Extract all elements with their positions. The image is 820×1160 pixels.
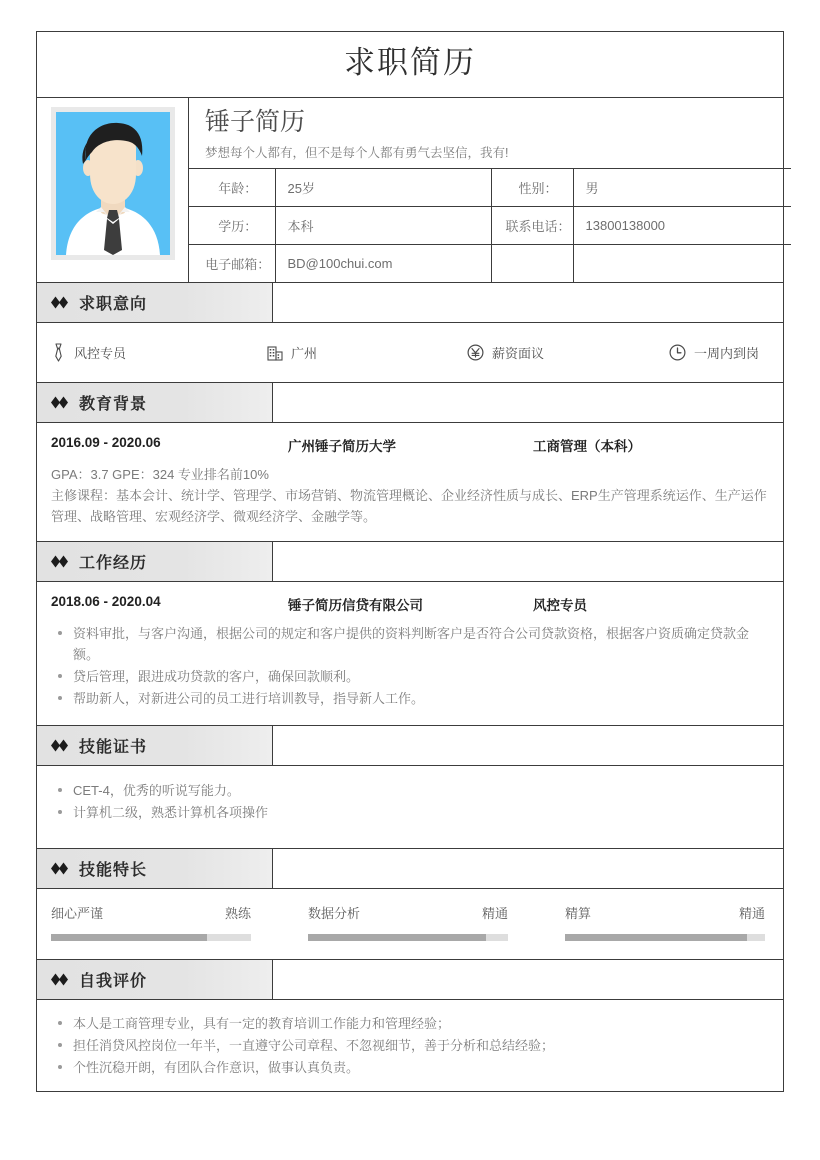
tie-icon: [51, 343, 66, 362]
section-header-skills: [37, 849, 783, 889]
skill-top: [565, 903, 765, 922]
skill-item: [308, 903, 508, 941]
section-band-rest: [273, 960, 783, 999]
name-block: [189, 98, 791, 168]
evaluation-block: [37, 1000, 783, 1091]
skill-item: [565, 903, 765, 941]
education-block: [37, 423, 783, 542]
age-value: 25岁: [275, 168, 491, 206]
list-item: 资料审批，与客户沟通，根据公司的规定和客户提供的资料判断客户是否符合公司贷款资格，根据客户资质确定贷款金额。: [51, 623, 769, 665]
table-row: [189, 168, 791, 206]
intent-city: [267, 343, 467, 362]
work-entry-head: [51, 594, 769, 614]
gender-label: 性别：: [491, 168, 573, 206]
phone-label: 联系电话：: [491, 206, 573, 244]
empty-value: [573, 244, 791, 282]
list-item: 贷后管理，跟进成功贷款的客户，确保回款顺利。: [51, 666, 769, 687]
section-band: [37, 726, 273, 765]
section-title: 技能特长: [79, 861, 148, 879]
section-band: [37, 960, 273, 999]
education-school: 广州锤子简历大学: [288, 439, 396, 455]
double-diamond-icon: [51, 973, 68, 986]
skill-bar-track: [51, 934, 251, 941]
section-header-education: [37, 383, 783, 423]
title-bar: [37, 32, 783, 98]
section-title: 教育背景: [79, 396, 148, 414]
skill-bar-fill: [51, 934, 207, 941]
intent-position: [51, 343, 267, 362]
list-item: 担任消贷风控岗位一年半，一直遵守公司章程、不忽视细节，善于分析和总结经验；: [51, 1035, 769, 1056]
certificates-block: [37, 766, 783, 849]
clock-icon: [669, 344, 686, 361]
table-row: [189, 244, 791, 282]
work-company: 锤子简历信贷有限公司: [288, 598, 423, 614]
intent-availability-label: 一周内到岗: [694, 346, 760, 362]
work-block: [37, 582, 783, 725]
work-position: 风控专员: [533, 598, 587, 614]
skill-name: 数据分析: [308, 905, 361, 921]
section-title: 自我评价: [79, 972, 148, 990]
skill-bar-fill: [565, 934, 747, 941]
section-title: 技能证书: [79, 738, 148, 756]
email-value: BD@100chui.com: [275, 244, 491, 282]
double-diamond-icon: [51, 862, 68, 875]
building-icon: [267, 345, 283, 361]
education-gpa: GPA：3.7 GPE：324 专业排名前10%: [51, 467, 269, 483]
table-row: [189, 206, 791, 244]
education-period: 2016.09 - 2020.06: [51, 435, 161, 451]
page-title: 求职简历: [344, 45, 476, 80]
skill-top: [51, 903, 251, 922]
gender-value: 男: [573, 168, 791, 206]
section-header-intent: [37, 283, 783, 323]
education-major: 工商管理（本科）: [533, 439, 641, 455]
avatar: [56, 112, 170, 255]
double-diamond-icon: [51, 739, 68, 752]
section-band-rest: [273, 726, 783, 765]
list-item: 计算机二级，熟悉计算机各项操作: [51, 802, 769, 823]
personal-tagline: 梦想每个人都有，但不是每个人都有勇气去坚信，我有!: [205, 146, 509, 161]
skill-item: [51, 903, 251, 941]
intent-availability: [669, 343, 759, 362]
skill-bar-fill: [308, 934, 486, 941]
education-label: 学历：: [189, 206, 275, 244]
section-header-certificates: [37, 726, 783, 766]
education-value: 本科: [275, 206, 491, 244]
work-bullets: [51, 623, 769, 709]
person-avatar-icon: [56, 112, 170, 255]
skill-name: 细心严谨: [51, 905, 104, 921]
section-header-work: [37, 542, 783, 582]
empty-label: [491, 244, 573, 282]
education-entry-head: [51, 435, 769, 455]
section-band-rest: [273, 383, 783, 422]
section-header-evaluation: [37, 960, 783, 1000]
intent-position-label: 风控专员: [74, 346, 127, 362]
intent-salary: [467, 343, 669, 362]
section-band: [37, 849, 273, 888]
double-diamond-icon: [51, 396, 68, 409]
section-title: 工作经历: [79, 555, 148, 573]
avatar-frame: [51, 107, 175, 260]
work-period: 2018.06 - 2020.04: [51, 594, 161, 610]
section-band: [37, 383, 273, 422]
skill-name: 精算: [565, 905, 592, 921]
list-item: CET-4，优秀的听说写能力。: [51, 780, 769, 801]
section-band-rest: [273, 849, 783, 888]
age-label: 年龄：: [189, 168, 275, 206]
resume-frame: [36, 31, 784, 1092]
phone-value: 13800138000: [573, 206, 791, 244]
certificate-bullets: [51, 780, 769, 823]
photo-cell: [37, 98, 189, 282]
yen-circle-icon: [467, 344, 484, 361]
section-title: 求职意向: [79, 296, 148, 314]
personal-info-table: [189, 168, 791, 283]
person-name: 锤子简历: [205, 108, 306, 137]
skill-level: 精通: [738, 905, 765, 921]
skill-top: [308, 903, 508, 922]
skill-level: 熟练: [224, 905, 251, 921]
education-courses: 主修课程：基本会计、统计学、管理学、市场营销、物流管理概论、企业经济性质与成长、ERP生产管理系统运作、生产运作管理、战略管理、宏观经济学、微观经济学、金融学等。: [51, 488, 767, 525]
section-band: [37, 283, 273, 322]
list-item: 本人是工商管理专业，具有一定的教育培训工作能力和管理经验；: [51, 1013, 769, 1034]
intent-salary-label: 薪资面议: [492, 346, 545, 362]
skill-bar-track: [565, 934, 765, 941]
section-band: [37, 542, 273, 581]
double-diamond-icon: [51, 296, 68, 309]
section-band-rest: [273, 542, 783, 581]
profile-details: [189, 98, 791, 282]
section-band-rest: [273, 283, 783, 322]
skill-level: 精通: [481, 905, 508, 921]
evaluation-bullets: [51, 1013, 769, 1078]
skill-bar-track: [308, 934, 508, 941]
list-item: 帮助新人，对新进公司的员工进行培训教导，指导新人工作。: [51, 688, 769, 709]
skills-block: [37, 889, 783, 960]
list-item: 个性沉稳开朗，有团队合作意识，做事认真负责。: [51, 1057, 769, 1078]
profile-header: [37, 98, 783, 283]
intent-city-label: 广州: [291, 346, 318, 362]
double-diamond-icon: [51, 555, 68, 568]
intent-row: [37, 323, 783, 383]
email-label: 电子邮箱：: [189, 244, 275, 282]
